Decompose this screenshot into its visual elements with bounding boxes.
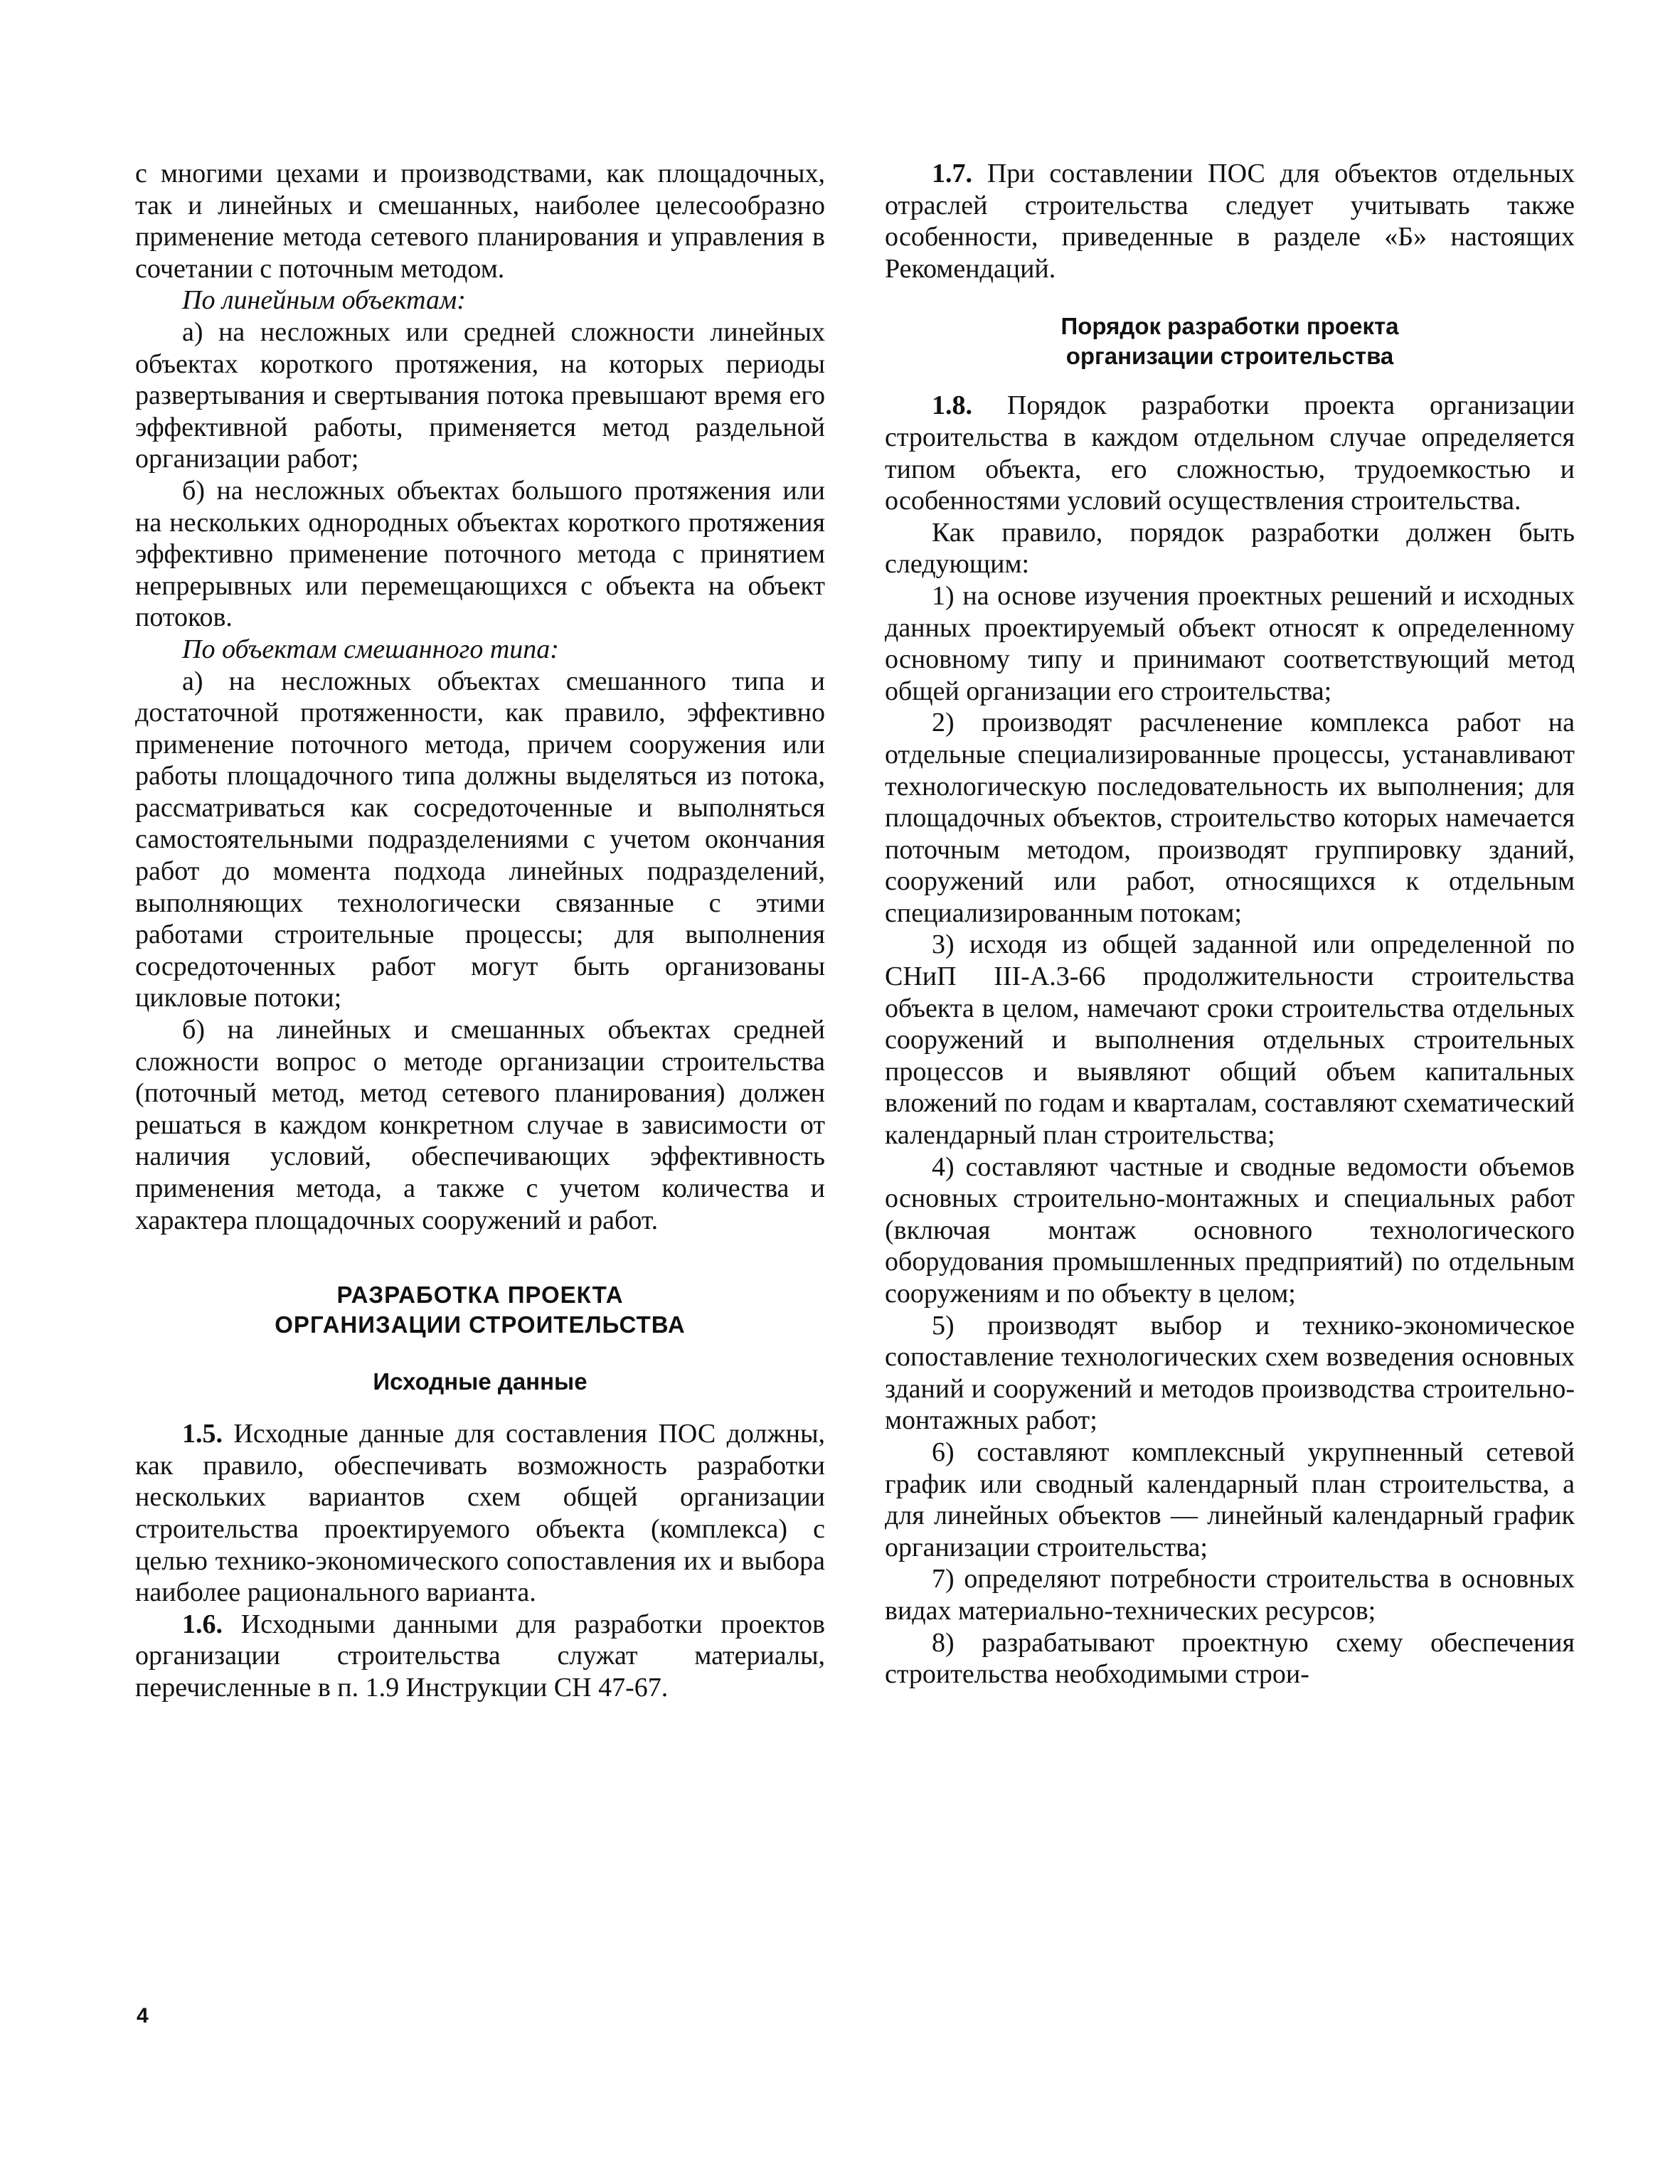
right-column <box>885 158 1575 1690</box>
left-column <box>135 158 825 1704</box>
list-item: 4) составляют частные и сводные ведомости объемов основных строительно-монтажных и специальных работ (включая монтаж основного технологического оборудования промышленных предприятий) по отдельным сооружениям и по объекту в целом; <box>885 1151 1575 1309</box>
paragraph-1-8 <box>885 390 1575 516</box>
paragraph-text: Исходными данными для разработки проектов организации строительства служат материалы, перечисленные в п. 1.9 Инструкции СН 47-67. <box>135 1609 825 1703</box>
linear-objects-heading: По линейным объектам: <box>182 285 466 316</box>
list-item: 6) составляют комплексный укрупненный сетевой график или сводный календарный план строительства, а для линейных объектов — линейный календарный график организации строительства; <box>885 1437 1575 1562</box>
paragraph-text: Исходные данные для составления ПОС должны, как правило, обеспечивать возможность разработки нескольких вариантов схем общей организации строительства проектируемого объекта (комплекса) с целью технико-экономического сопоставления их и выбора наиболее рационального варианта. <box>135 1419 825 1608</box>
paragraph-text: При составлении ПОС для объектов отдельных отраслей строительства следует учитывать также особенности, приведенные в разделе «Б» настоящих Рекомендаций. <box>885 159 1575 284</box>
mixed-item-a: а) на несложных объектах смешанного типа и достаточной протяженности, как правило, эффективно применение поточного метода, причем сооружения или работы площадочного типа должны выделяться из потока, рассматриваться как сосредоточенные и выполняться самостоятельными подразделениями с учетом окончания работ до момента подхода линейных подразделений, выполняющих технологически связанные с этими работами строительные процессы; для выполнения сосредоточенных работ могут быть организованы цикловые потоки; <box>135 666 825 1013</box>
subsection-title: Исходные данные <box>373 1368 588 1395</box>
order-intro: Как правило, порядок разработки должен быть следующим: <box>885 517 1575 580</box>
mixed-item-b: б) на линейных и смешанных объектах средней сложности вопрос о методе организации строительства (поточный метод, метод сетевого планирования) должен решаться в каждом конкретном случае в зависимости от наличия условий, обеспечивающих эффективность применения метода, а также с учетом количества и характера площадочных сооружений и работ. <box>135 1015 825 1235</box>
list-item: 3) исходя из общей заданной или определенной по СНиП III-А.3-66 продолжительности строительства объекта в целом, намечают сроки строительства отдельных сооружений и выполнения отдельных строительных процессов и выявляют общий объем капитальных вложений по годам и кварталам, составляют схематический календарный план строительства; <box>885 929 1575 1151</box>
linear-item-b: б) на несложных объектах большого протяжения или на нескольких однородных объектах короткого протяжения эффективно применение поточного метода с принятием непрерывных или перемещающихся с объекта на объект потоков. <box>135 475 825 633</box>
list-item: 5) производят выбор и технико-экономическое сопоставление технологических схем возведения основных зданий и сооружений и методов производства строительно-монтажных работ; <box>885 1310 1575 1436</box>
list-item: 7) определяют потребности строительства в основных видах материально-технических ресурсов; <box>885 1564 1575 1626</box>
section-heading-line-1: Порядок разработки проекта <box>1060 313 1399 340</box>
paragraph-text: Порядок разработки проекта организации строительства в каждом отдельном случае определяется типом объекта, его сложностью, трудоемкостью и особенностями условий осуществления строительства. <box>885 390 1575 516</box>
paragraph-1-6 <box>135 1609 825 1704</box>
section-title-line-2: ОРГАНИЗАЦИИ СТРОИТЕЛЬСТВА <box>275 1311 686 1338</box>
paragraph-continuation: с многими цехами и производствами, как площадочных, так и линейных и смешанных, наиболее целесообразно применение метода сетевого планирования и управления в сочетании с поточным методом. <box>135 159 825 284</box>
linear-item-a: а) на несложных или средней сложности линейных объектах короткого протяжения, на которых периоды развертывания и свертывания потока превышают время его эффективной работы, применяется метод раздельной организации работ; <box>135 316 825 474</box>
list-item: 1) на основе изучения проектных решений и исходных данных проектируемый объект относят к определенному основному типу и принимают соответствующий метод общей организации его строительства; <box>885 580 1575 706</box>
list-item: 8) разрабатывают проектную схему обеспечения строительства необходимыми строи- <box>885 1627 1575 1690</box>
mixed-objects-heading: По объектам смешанного типа: <box>182 634 559 664</box>
section-title-line-1: РАЗРАБОТКА ПРОЕКТА <box>336 1282 624 1309</box>
paragraph-1-7 <box>885 158 1575 284</box>
paragraph-number: 1.5. <box>182 1419 223 1449</box>
section-heading-line-2: организации строительства <box>1065 343 1394 370</box>
paragraph-number: 1.6. <box>182 1609 223 1639</box>
paragraph-1-5 <box>135 1418 825 1609</box>
list-item: 2) производят расчленение комплекса работ на отдельные специализированные процессы, устанавливают технологическую последовательность их выполнения; для площадочных объектов, строительство которых намечается поточным методом, производят группировку зданий, сооружений или работ, относящихся к отдельным специализированным потокам; <box>885 708 1575 928</box>
paragraph-number: 1.7. <box>932 159 972 188</box>
paragraph-number: 1.8. <box>932 390 972 421</box>
page-number: 4 <box>137 2004 149 2028</box>
